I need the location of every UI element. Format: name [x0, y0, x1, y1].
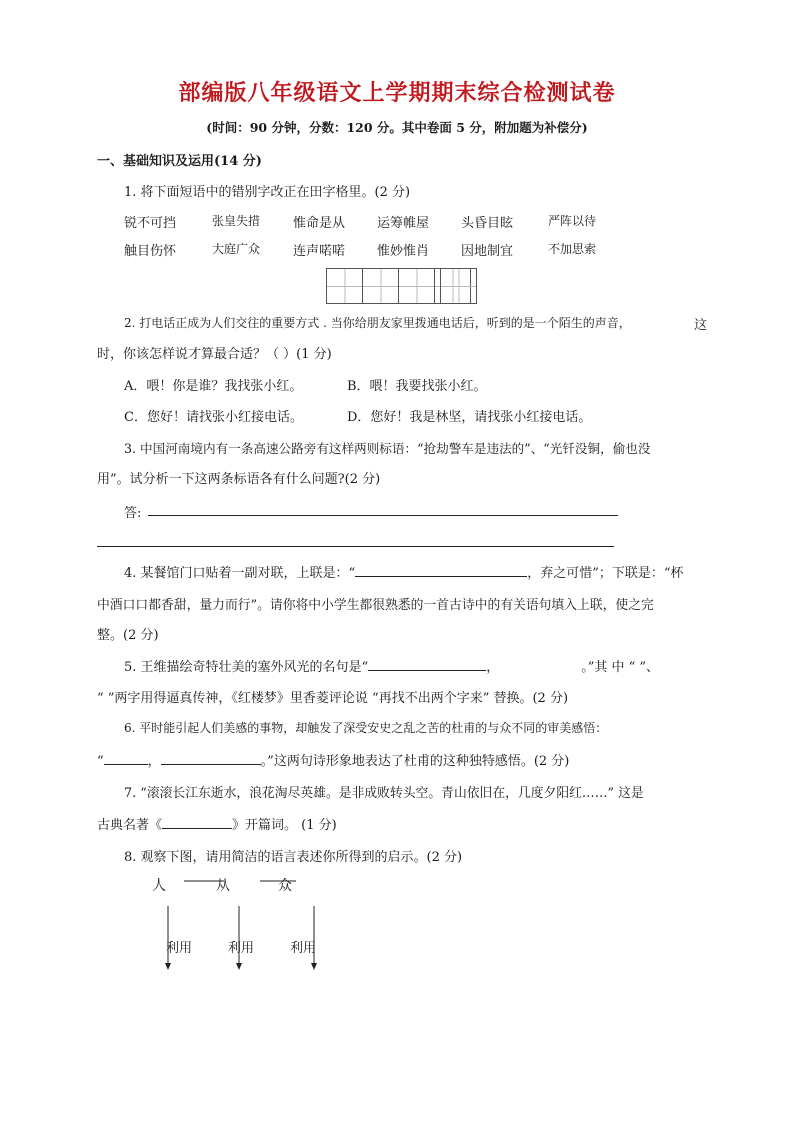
label-liyong: 利用: [166, 941, 193, 956]
arrow-head: [165, 963, 171, 970]
question-2-cont: 这: [694, 318, 708, 333]
phrase: 惟命是从: [293, 216, 346, 231]
char-zhong: 众: [278, 878, 292, 894]
question-4: 4. 某餐馆门口贴着一副对联，上联是：“ ，弃之可惜”；下联是：“杯: [124, 566, 684, 581]
question-5-line2: “ ”两字用得逼真传神，《红楼梦》里香菱评论说 “再找不出两个字来” 替换。(2 分): [97, 691, 569, 706]
fill-blank[interactable]: [355, 564, 527, 577]
question-8: 8. 观察下图，请用简洁的语言表述你所得到的启示。(2 分): [124, 850, 463, 865]
question-1: 1. 将下面短语中的错别字改正在田字格里。(2 分): [124, 185, 411, 200]
grid-box[interactable]: [326, 268, 363, 304]
answer-line[interactable]: [148, 515, 618, 516]
question-3-line2: 用”。试分析一下这两条标语各有什么问题?(2 分): [97, 472, 381, 487]
char-ren: 人: [152, 878, 166, 894]
question-2: 2. 打电话正成为人们交往的重要方式 . 当你给朋友家里拨通电话后，听到的是一个陌生的声音，: [124, 316, 631, 330]
fill-blank[interactable]: [162, 816, 232, 829]
phrase: 张皇失措: [212, 214, 261, 228]
arrow-head: [311, 963, 317, 970]
grid-box[interactable]: [362, 268, 399, 304]
character-diagram: [140, 870, 340, 975]
question-4-line3: 整。(2 分): [97, 628, 159, 643]
arrow-head: [236, 963, 242, 970]
grid-box[interactable]: [398, 268, 435, 304]
question-3: 3. 中国河南境内有一条高速公路旁有这样两则标语：“抢劫警车是违法的”、“光钎没铜，偷也没: [124, 441, 651, 456]
option-b: B．喂！我要找张小红。: [347, 379, 487, 394]
option-c: C．您好！请找张小红接电话。: [124, 410, 303, 425]
fill-blank[interactable]: [104, 752, 148, 765]
option-d: D．您好！我是林坚，请找张小红接电话。: [347, 410, 592, 425]
exam-info: (时间：90 分钟，分数：120 分。其中卷面 5 分，附加题为补偿分): [206, 120, 588, 135]
question-7: 7. “滚滚长江东逝水，浪花淘尽英雄。是非成败转头空。青山依旧在，几度夕阳红……” 这是: [124, 786, 644, 801]
question-5: 5. 王维描绘奇特壮美的塞外风光的名句是“ ， 。”其 中 “ ”、: [124, 660, 660, 675]
fill-blank[interactable]: [368, 658, 486, 671]
phrase: 触目伤怀: [124, 244, 177, 259]
phrase: 因地制宜: [461, 244, 514, 259]
option-a: A．喂！你是谁？我找张小红。: [124, 379, 303, 394]
question-6-line2: “ ， 。”这两句诗形象地表达了杜甫的这种独特感悟。(2 分): [97, 754, 570, 769]
phrase: 锐不可挡: [124, 216, 177, 231]
grid-box[interactable]: [440, 268, 477, 304]
section-heading: 一、基础知识及运用(14 分): [97, 154, 262, 169]
label-liyong: 利用: [290, 941, 317, 956]
phrase: 连声喏喏: [293, 244, 346, 259]
answer-line[interactable]: [97, 546, 614, 547]
char-cong: 从: [216, 878, 230, 894]
phrase: 不加思索: [548, 242, 597, 256]
phrase: 惟妙惟肖: [377, 244, 430, 259]
question-4-line2: 中酒口口都香甜，量力而行”。请你将中小学生都很熟悉的一首古诗中的有关语句填入上联，使之完: [97, 598, 654, 613]
fill-blank[interactable]: [161, 752, 261, 765]
question-6: 6. 平时能引起人们美感的事物，却触发了深受安史之乱之苦的杜甫的与众不同的审美感悟：: [124, 721, 608, 735]
question-7-line2: 古典名著《 》开篇词。 (1 分): [97, 818, 337, 833]
phrase: 头昏目眩: [461, 216, 514, 231]
page-title: 部编版八年级语文上学期期末综合检测试卷: [178, 81, 616, 106]
label-liyong: 利用: [228, 941, 255, 956]
phrase: 严阵以待: [548, 214, 597, 228]
answer-label: 答:: [124, 506, 142, 521]
phrase: 大庭广众: [212, 242, 261, 256]
question-2-line2: 时，你该怎样说才算最合适？（ ）(1 分): [97, 347, 332, 362]
fill-blank[interactable]: [499, 658, 581, 671]
phrase: 运筹帷屋: [377, 216, 430, 231]
